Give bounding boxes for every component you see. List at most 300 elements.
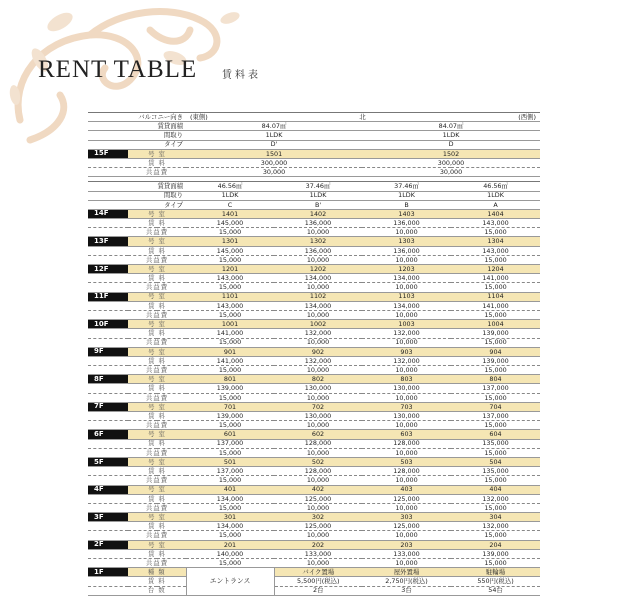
rent-value: 128,000 (274, 439, 362, 448)
floor-row-fee (88, 393, 540, 402)
fee-value: 15,000 (451, 283, 540, 292)
floor-row-fee (88, 255, 540, 264)
floor-label: 11F (88, 292, 128, 301)
floor-row-number (88, 402, 540, 411)
rent-value: 132,000 (362, 356, 451, 365)
fee-label: 共益費 (128, 366, 186, 375)
floor-row-fee (88, 421, 540, 430)
floor-row-number (88, 237, 540, 246)
layout-row (88, 131, 540, 140)
rent-label: 賃 料 (128, 158, 186, 167)
floor-row-number (88, 320, 540, 329)
col-area: 37.46㎡ (274, 182, 362, 191)
rent-value: 132,000 (362, 329, 451, 338)
number-label: 号 室 (128, 513, 186, 522)
rent-value: 137,000 (451, 412, 540, 421)
rent-label: 賃 料 (128, 356, 186, 365)
fee-label: 共益費 (128, 255, 186, 264)
rent-value: 133,000 (274, 549, 362, 558)
rent-value: 141,000 (186, 329, 274, 338)
rent-value: 139,000 (186, 384, 274, 393)
col-area: 46.56㎡ (451, 182, 540, 191)
room-number: 1001 (186, 320, 274, 329)
room-number: 1101 (186, 292, 274, 301)
floor-row-rent (88, 439, 540, 448)
floor-label: 14F (88, 209, 128, 218)
rent-label: 賃 料 (128, 494, 186, 503)
floor-row-fee (88, 338, 540, 347)
rent-value: 134,000 (362, 274, 451, 283)
fee-value: 10,000 (362, 448, 451, 457)
balcony-right-dir: (西側) (451, 113, 540, 122)
room-number: 802 (274, 375, 362, 384)
fee-value: 10,000 (362, 531, 451, 540)
parking-count: 3台 (362, 586, 451, 595)
fee-label: 共益費 (128, 559, 186, 568)
fee-value: 10,000 (274, 338, 362, 347)
fee-value: 30,000 (186, 168, 362, 177)
fee-value: 10,000 (274, 228, 362, 237)
area-right: 84.07㎡ (362, 122, 540, 131)
fee-value: 10,000 (274, 476, 362, 485)
rent-value: 145,000 (186, 219, 274, 228)
rent-value: 134,000 (362, 301, 451, 310)
fee-value: 15,000 (186, 531, 274, 540)
fee-value: 15,000 (186, 476, 274, 485)
number-label: 号 室 (128, 430, 186, 439)
floor-row-number (88, 513, 540, 522)
floor-row-fee (88, 448, 540, 457)
rent-value: 130,000 (362, 384, 451, 393)
floor-row-rent (88, 219, 540, 228)
floor-label: 3F (88, 513, 128, 522)
floor-row-number (88, 485, 540, 494)
fee-label: 共益費 (128, 448, 186, 457)
floor-label: 12F (88, 265, 128, 274)
number-label: 号 室 (128, 209, 186, 218)
floor-row-rent (88, 522, 540, 531)
floor-row-rent (88, 246, 540, 255)
fee-value: 10,000 (362, 503, 451, 512)
floor-row-fee (88, 559, 540, 568)
rent-value: 130,000 (362, 412, 451, 421)
rent-value: 134,000 (186, 494, 274, 503)
room-number: 502 (274, 457, 362, 466)
rent-value: 136,000 (362, 219, 451, 228)
room-number: 704 (451, 402, 540, 411)
floor-row-fee (88, 310, 540, 319)
rent-label: 賃 料 (128, 549, 186, 558)
fee-value: 10,000 (274, 310, 362, 319)
floor-row-rent (88, 301, 540, 310)
room-number: 702 (274, 402, 362, 411)
rent-value: 141,000 (451, 301, 540, 310)
col-layout: 1LDK (274, 191, 362, 200)
rent-value: 141,000 (451, 274, 540, 283)
room-number: 603 (362, 430, 451, 439)
fee-value: 15,000 (451, 421, 540, 430)
floor-row-rent (88, 356, 540, 365)
floor-row-number (88, 347, 540, 356)
room-number: 1003 (362, 320, 451, 329)
parking-kind: バイク置場 (274, 568, 362, 577)
rent-value: 139,000 (451, 329, 540, 338)
rent-value: 300,000 (362, 158, 540, 167)
col-type-label: タイプ (88, 200, 186, 209)
parking-kind: 駐輪場 (451, 568, 540, 577)
col-type: A (451, 200, 540, 209)
room-number: 604 (451, 430, 540, 439)
fee-value: 15,000 (186, 255, 274, 264)
rent-value: 300,000 (186, 158, 362, 167)
rent-value: 125,000 (362, 522, 451, 531)
room-number: 1402 (274, 209, 362, 218)
fee-value: 15,000 (451, 228, 540, 237)
rent-value: 135,000 (451, 467, 540, 476)
rent-value: 145,000 (186, 246, 274, 255)
floor-label: 7F (88, 402, 128, 411)
fee-value: 15,000 (451, 448, 540, 457)
floor-row-rent (88, 467, 540, 476)
number-label: 号 室 (128, 320, 186, 329)
page-subtitle: 賃料表 (222, 70, 261, 81)
room-number: 301 (186, 513, 274, 522)
balcony-label: バルコニー向き (88, 113, 186, 122)
rent-value: 139,000 (451, 549, 540, 558)
fee-value: 10,000 (274, 531, 362, 540)
rent-value: 136,000 (274, 219, 362, 228)
col-layout-row (88, 191, 540, 200)
rent-table-top (88, 113, 540, 210)
room-number: 1002 (274, 320, 362, 329)
fee-value: 15,000 (451, 366, 540, 375)
room-number: 1104 (451, 292, 540, 301)
fee-value: 15,000 (451, 531, 540, 540)
number-label: 号 室 (128, 375, 186, 384)
floors-body (88, 209, 540, 567)
rent-label: 賃 料 (128, 522, 186, 531)
rent-value: 143,000 (451, 246, 540, 255)
area-label: 賃貸面積 (88, 122, 186, 131)
col-type-row (88, 200, 540, 209)
room-number: 703 (362, 402, 451, 411)
fee-value: 15,000 (186, 228, 274, 237)
col-layout: 1LDK (186, 191, 274, 200)
number-label: 号 室 (128, 347, 186, 356)
col-layout: 1LDK (362, 191, 451, 200)
rent-value: 125,000 (274, 494, 362, 503)
rent-value: 132,000 (274, 356, 362, 365)
rent-value: 143,000 (186, 301, 274, 310)
parking-rent: 550円(税込) (451, 577, 540, 586)
fee-value: 15,000 (186, 338, 274, 347)
fee-value: 10,000 (362, 283, 451, 292)
room-number: 1304 (451, 237, 540, 246)
floor-label: 4F (88, 485, 128, 494)
fee-value: 15,000 (186, 503, 274, 512)
room-number: 1203 (362, 265, 451, 274)
col-layout-label: 間取り (88, 191, 186, 200)
rent-label: 賃 料 (128, 329, 186, 338)
rent-value: 130,000 (274, 412, 362, 421)
floor1-rent-row (88, 577, 540, 586)
room-number: 1201 (186, 265, 274, 274)
fee-value: 15,000 (451, 503, 540, 512)
fee-value: 15,000 (451, 255, 540, 264)
rent-value: 128,000 (274, 467, 362, 476)
rent-value: 130,000 (274, 384, 362, 393)
fee-value: 15,000 (186, 366, 274, 375)
fee-value: 30,000 (362, 168, 540, 177)
floor-label: 6F (88, 430, 128, 439)
room-number: 501 (186, 457, 274, 466)
rent-value: 128,000 (362, 439, 451, 448)
floor-row-fee (88, 366, 540, 375)
floor-row-rent (88, 384, 540, 393)
rent-label: 賃 料 (128, 274, 186, 283)
floor-row-number (88, 292, 540, 301)
room-number: 901 (186, 347, 274, 356)
room-number: 602 (274, 430, 362, 439)
rent-value: 137,000 (451, 384, 540, 393)
room-number: 403 (362, 485, 451, 494)
floor-row-number (88, 265, 540, 274)
room-number: 402 (274, 485, 362, 494)
rent-label: 賃 料 (128, 384, 186, 393)
floor-row-rent (88, 274, 540, 283)
floor-row-rent (88, 329, 540, 338)
room-number: 1202 (274, 265, 362, 274)
number-label: 号 室 (128, 457, 186, 466)
fee-value: 15,000 (186, 393, 274, 402)
floor-row-fee (88, 531, 540, 540)
room-number: 404 (451, 485, 540, 494)
fee-value: 10,000 (362, 310, 451, 319)
area-row (88, 122, 540, 131)
layout-right: 1LDK (362, 131, 540, 140)
room-number: 701 (186, 402, 274, 411)
rent-value: 136,000 (274, 246, 362, 255)
floor-row-fee (88, 503, 540, 512)
floor-row-fee (88, 476, 540, 485)
fee-label: 共益費 (128, 393, 186, 402)
rent-value: 132,000 (451, 494, 540, 503)
rent-value: 132,000 (274, 329, 362, 338)
room-number: 203 (362, 540, 451, 549)
rent-value: 134,000 (186, 522, 274, 531)
floor1-kind-row (88, 568, 540, 577)
floor-row-rent (88, 412, 540, 421)
fee-value: 15,000 (451, 310, 540, 319)
room-number: 503 (362, 457, 451, 466)
count-label: 台 数 (128, 586, 186, 595)
fee-label: 共益費 (128, 503, 186, 512)
rent-value: 133,000 (362, 549, 451, 558)
fee-label: 共益費 (128, 338, 186, 347)
parking-count: 2台 (274, 586, 362, 595)
floor-row-number (88, 375, 540, 384)
fee-value: 10,000 (274, 255, 362, 264)
floor1-body (88, 568, 540, 596)
fee-value: 10,000 (274, 283, 362, 292)
floor-label: 13F (88, 237, 128, 246)
number-label: 号 室 (128, 237, 186, 246)
room-number: 201 (186, 540, 274, 549)
floor-row-number (88, 540, 540, 549)
room-number: 1501 (186, 149, 362, 158)
floor-label: 2F (88, 540, 128, 549)
col-type: B (362, 200, 451, 209)
rent-value: 134,000 (274, 274, 362, 283)
floor1-count-row (88, 586, 540, 595)
entrance-cell: エントランス (186, 568, 274, 596)
col-type: B' (274, 200, 362, 209)
fee-value: 15,000 (186, 421, 274, 430)
floor-row-number (88, 457, 540, 466)
floor-row-number (88, 430, 540, 439)
parking-count: 54台 (451, 586, 540, 595)
rent-value: 132,000 (451, 522, 540, 531)
fee-value: 10,000 (362, 559, 451, 568)
number-label: 号 室 (128, 292, 186, 301)
fee-value: 10,000 (362, 338, 451, 347)
fee-label: 共益費 (128, 283, 186, 292)
fee-value: 10,000 (274, 448, 362, 457)
col-area-label: 賃貸面積 (88, 182, 186, 191)
rent-value: 134,000 (274, 301, 362, 310)
room-number: 204 (451, 540, 540, 549)
room-number: 1103 (362, 292, 451, 301)
fee-value: 10,000 (274, 366, 362, 375)
rent-value: 136,000 (362, 246, 451, 255)
number-label: 号 室 (128, 540, 186, 549)
room-number: 1502 (362, 149, 540, 158)
fee-value: 10,000 (362, 393, 451, 402)
rent-label: 賃 料 (128, 301, 186, 310)
fee-value: 15,000 (186, 310, 274, 319)
fee-value: 10,000 (274, 421, 362, 430)
number-label: 号 室 (128, 149, 186, 158)
col-area: 46.56㎡ (186, 182, 274, 191)
rent-value: 139,000 (186, 412, 274, 421)
room-number: 1301 (186, 237, 274, 246)
fee-label: 共益費 (128, 168, 186, 177)
balcony-mid-dir: 北 (274, 113, 451, 122)
layout-left: 1LDK (186, 131, 362, 140)
balcony-row (88, 113, 540, 122)
type-row (88, 140, 540, 149)
type-left: D' (186, 140, 362, 149)
rent-label: 賃 料 (128, 577, 186, 586)
type-right: D (362, 140, 540, 149)
fee-label: 共益費 (128, 476, 186, 485)
floor15-rent-row (88, 158, 540, 167)
fee-value: 10,000 (274, 503, 362, 512)
floor-row-rent (88, 494, 540, 503)
rent-table (88, 112, 540, 596)
room-number: 1204 (451, 265, 540, 274)
floor-label-15f: 15F (88, 149, 128, 158)
floor-row-rent (88, 549, 540, 558)
fee-value: 15,000 (451, 393, 540, 402)
fee-value: 15,000 (451, 476, 540, 485)
fee-value: 10,000 (274, 559, 362, 568)
room-number: 401 (186, 485, 274, 494)
balcony-left-dir: (東側) (186, 113, 274, 122)
fee-label: 共益費 (128, 421, 186, 430)
room-number: 302 (274, 513, 362, 522)
fee-label: 共益費 (128, 228, 186, 237)
room-number: 504 (451, 457, 540, 466)
floor15-fee-row (88, 168, 540, 177)
kind-label: 種 類 (128, 568, 186, 577)
col-area: 37.46㎡ (362, 182, 451, 191)
rent-value: 125,000 (362, 494, 451, 503)
page-title: RENT TABLE (38, 56, 198, 83)
floor-row-fee (88, 283, 540, 292)
room-number: 304 (451, 513, 540, 522)
number-label: 号 室 (128, 265, 186, 274)
parking-rent: 5,500円(税込) (274, 577, 362, 586)
fee-value: 10,000 (362, 476, 451, 485)
room-number: 903 (362, 347, 451, 356)
rent-label: 賃 料 (128, 246, 186, 255)
rent-value: 137,000 (186, 467, 274, 476)
fee-value: 15,000 (451, 559, 540, 568)
rent-value: 135,000 (451, 439, 540, 448)
room-number: 1102 (274, 292, 362, 301)
rent-label: 賃 料 (128, 219, 186, 228)
floor15-number-row (88, 149, 540, 158)
floor-row-number (88, 209, 540, 218)
room-number: 801 (186, 375, 274, 384)
parking-rent: 2,750円(税込) (362, 577, 451, 586)
room-number: 1404 (451, 209, 540, 218)
fee-value: 15,000 (186, 448, 274, 457)
layout-label: 間取り (88, 131, 186, 140)
floor-label: 10F (88, 320, 128, 329)
room-number: 1303 (362, 237, 451, 246)
rent-value: 128,000 (362, 467, 451, 476)
floor-label-1f: 1F (88, 568, 128, 577)
rent-value: 143,000 (451, 219, 540, 228)
type-label: タイプ (88, 140, 186, 149)
rent-value: 143,000 (186, 274, 274, 283)
col-type: C (186, 200, 274, 209)
room-number: 1401 (186, 209, 274, 218)
fee-value: 10,000 (362, 421, 451, 430)
rent-value: 140,000 (186, 549, 274, 558)
parking-kind: 屋外置場 (362, 568, 451, 577)
fee-value: 15,000 (186, 559, 274, 568)
fee-label: 共益費 (128, 531, 186, 540)
area-left: 84.07㎡ (186, 122, 362, 131)
fee-value: 10,000 (362, 228, 451, 237)
room-number: 1302 (274, 237, 362, 246)
fee-value: 15,000 (186, 283, 274, 292)
room-number: 303 (362, 513, 451, 522)
fee-value: 10,000 (274, 393, 362, 402)
room-number: 202 (274, 540, 362, 549)
rent-label: 賃 料 (128, 467, 186, 476)
rent-label: 賃 料 (128, 412, 186, 421)
rent-value: 139,000 (451, 356, 540, 365)
rent-value: 125,000 (274, 522, 362, 531)
room-number: 601 (186, 430, 274, 439)
room-number: 904 (451, 347, 540, 356)
fee-label: 共益費 (128, 310, 186, 319)
rent-value: 137,000 (186, 439, 274, 448)
